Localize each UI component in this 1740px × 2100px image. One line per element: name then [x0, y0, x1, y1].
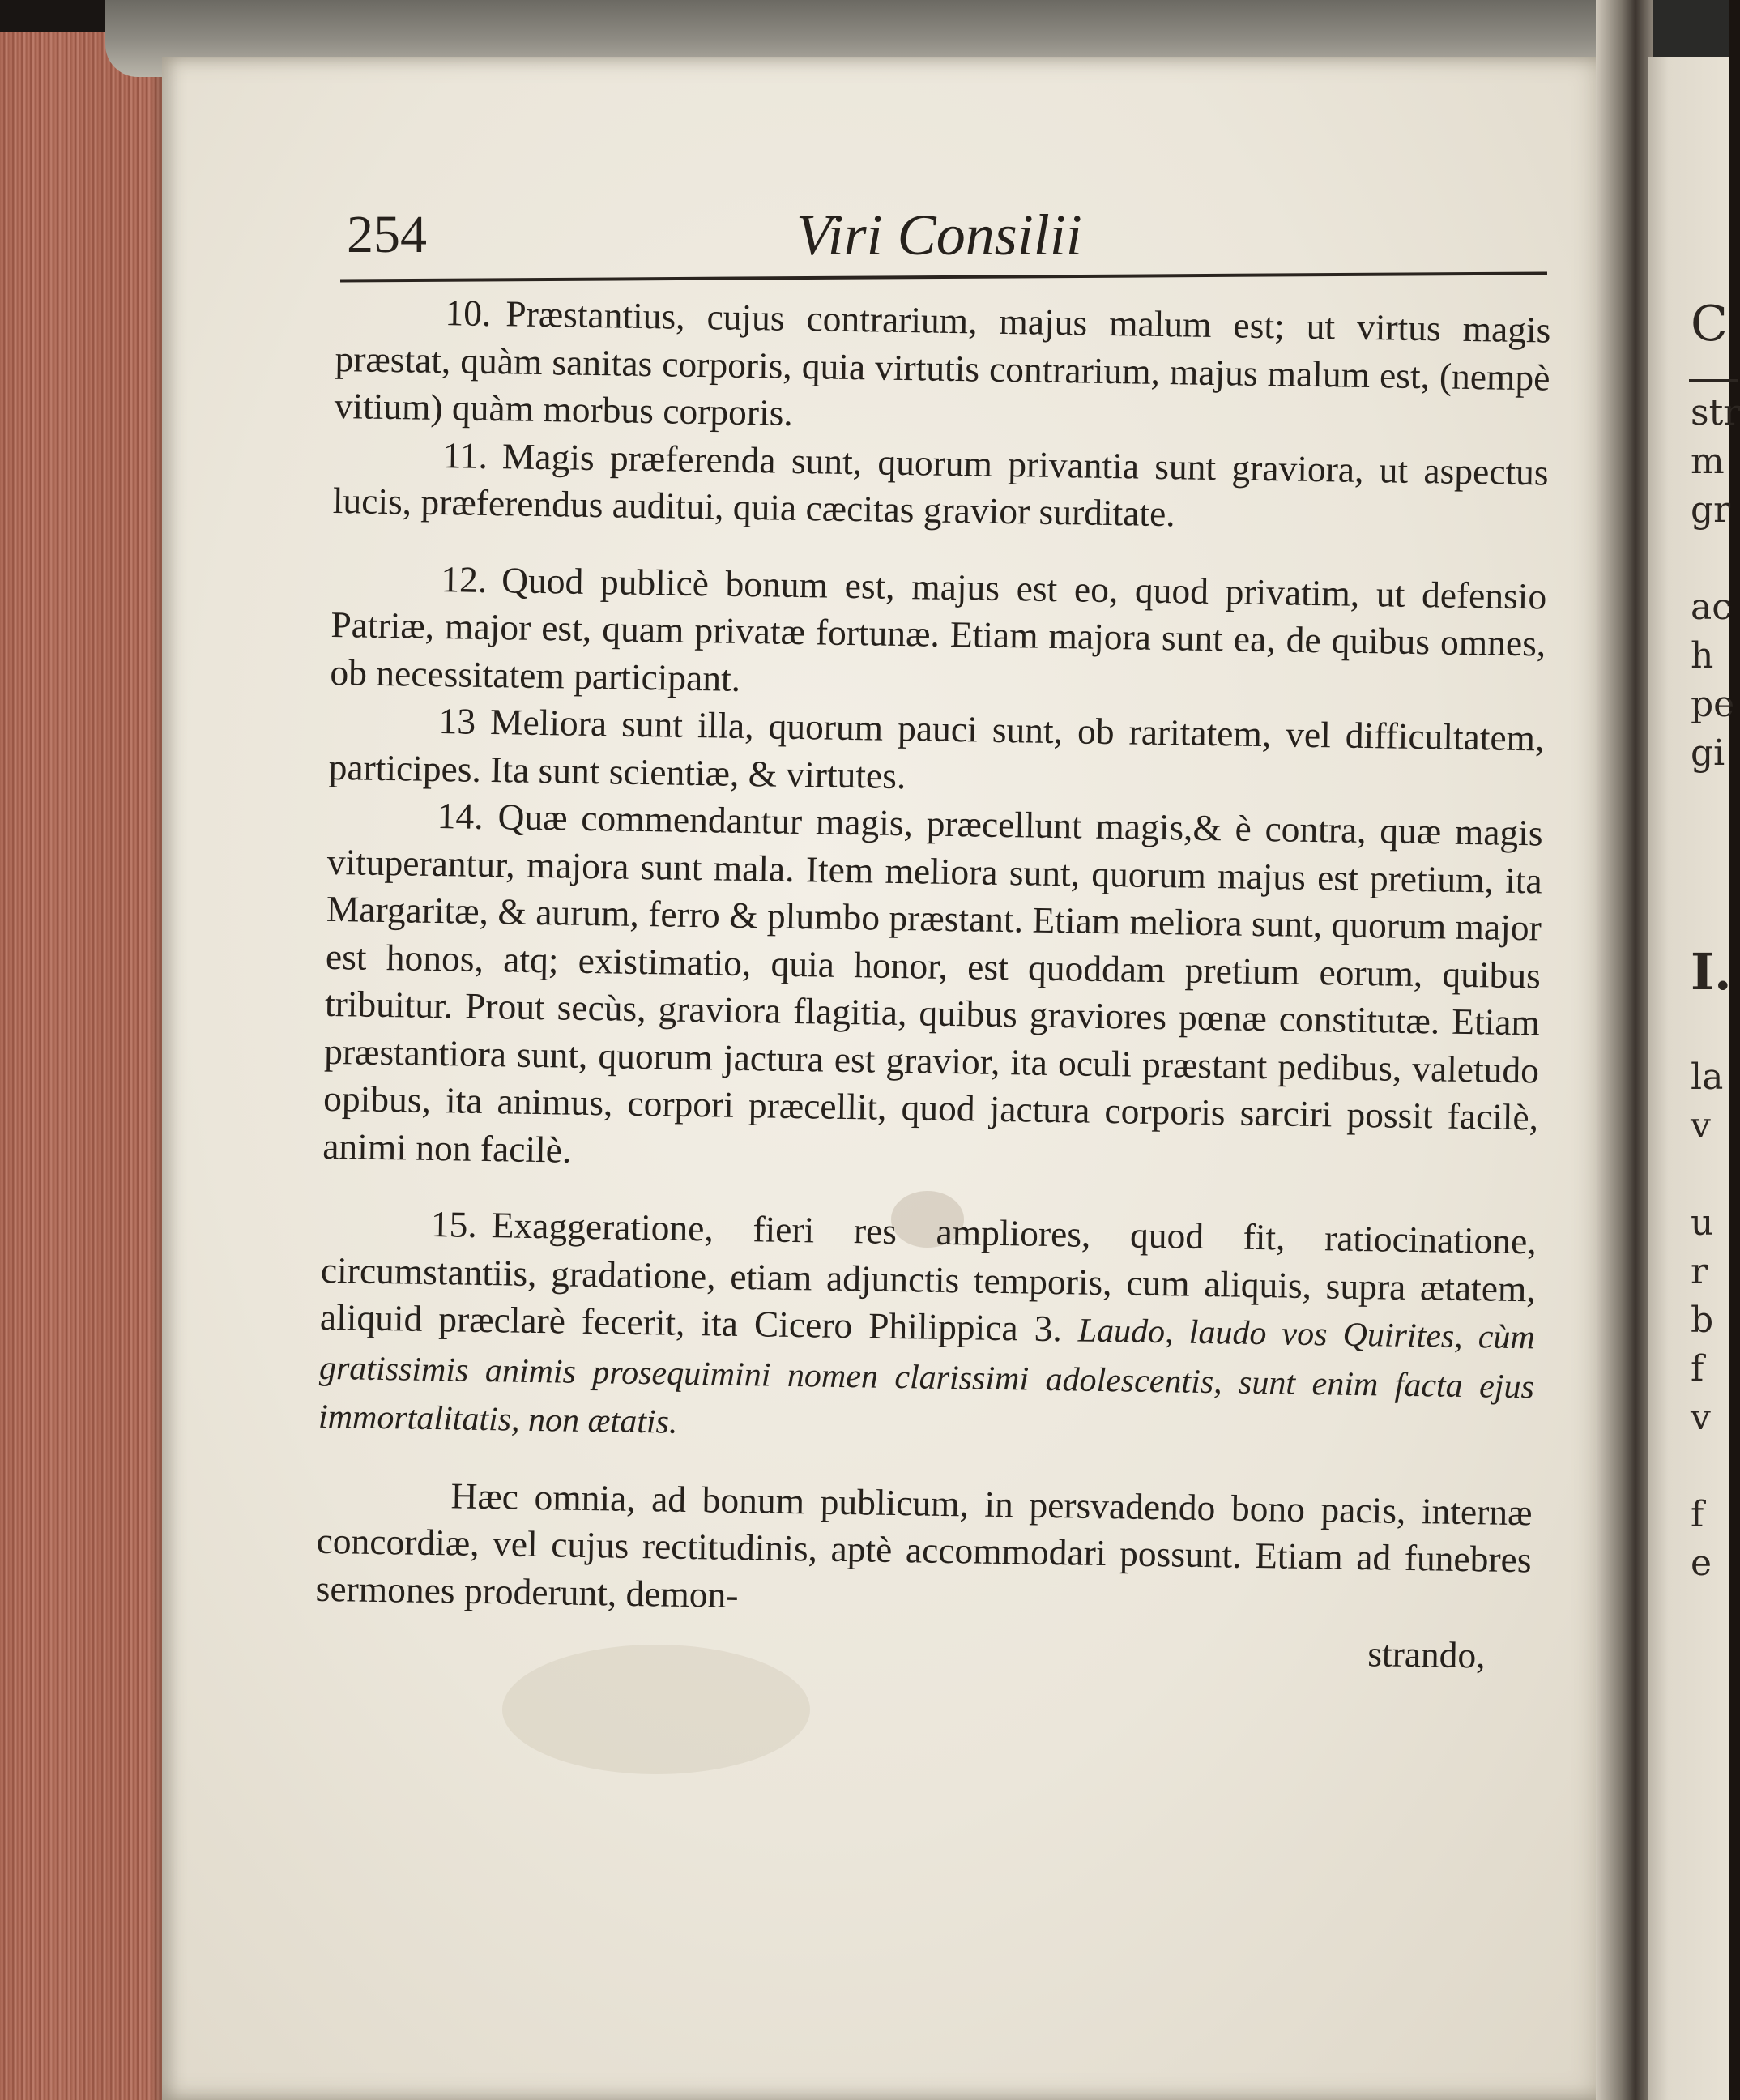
paragraph-text: Magis præferenda sunt, quorum privantia sunt graviora, ut aspectus lucis, præferendus auditui, quia cæcitas gravior surditate. — [332, 434, 1550, 535]
facing-page-text: I. — [1691, 942, 1732, 1001]
paragraph-number: 11. — [442, 433, 488, 476]
paragraph — [315, 1470, 1533, 1631]
paragraph — [322, 791, 1543, 1189]
facing-page-text: r — [1691, 1251, 1708, 1292]
gutter-shadow — [1596, 0, 1653, 2100]
paragraph — [334, 288, 1551, 449]
catchword: strando, — [1367, 1633, 1486, 1676]
facing-page-text: h — [1691, 635, 1714, 677]
facing-page-text: str — [1691, 392, 1740, 433]
page-edges — [0, 32, 174, 2100]
facing-page-text: u — [1691, 1202, 1714, 1244]
facing-page-text: v — [1691, 1397, 1711, 1438]
facing-page-text: b — [1691, 1300, 1714, 1341]
facing-page-text: f — [1691, 1348, 1704, 1389]
facing-page-text: C — [1691, 296, 1728, 352]
facing-page — [1648, 57, 1740, 2100]
paragraph-text: Quod publicè bonum est, majus est eo, quod privatim, ut defensio Patriæ, major est, quam privatæ fortunæ. Etiam majora sunt ea, de quibus omnes, ob necessitatem participant. — [330, 558, 1547, 699]
paragraph-text: Hæc omnia, ad bonum publicum, in persvadendo bono pacis, internæ concordiæ, vel cujus rectitudinis, aptè accommodari possunt. Etiam ad funebres sermones proderunt, demon- — [315, 1474, 1533, 1616]
facing-page-text: gr — [1691, 489, 1731, 531]
page-number: 254 — [347, 205, 427, 264]
paragraph — [328, 696, 1545, 810]
facing-page-text: ac — [1691, 587, 1732, 628]
running-head: Viri Consilii — [796, 203, 1082, 267]
facing-page-text: f — [1691, 1494, 1704, 1535]
paragraph-text: Præstantius, cujus contrarium, majus malum est; ut virtus magis præstat, quàm sanitas corporis, quia virtutis contrarium, majus malum est, (nempè vitium) quàm morbus corporis. — [334, 292, 1551, 433]
page-body — [314, 288, 1550, 1680]
paragraph-number: 12. — [440, 557, 488, 600]
facing-page-text: m — [1691, 441, 1725, 482]
page-header — [347, 203, 1521, 267]
facing-page-text: e — [1691, 1543, 1712, 1584]
facing-page-text: la — [1691, 1056, 1724, 1098]
paragraph-number: 13 — [438, 700, 476, 742]
facing-page-text: pe — [1691, 684, 1735, 725]
facing-page-rule — [1689, 379, 1738, 382]
paragraph-text: Exaggeratione, fieri res ampliores, quod fit, ratiocinatione, circumstantiis, gradatione, etiam adjunctis temporis, cum aliquis, supra ætatem, aliquid præclarè fecerit, ita Cicero Philippica 3. — [319, 1204, 1537, 1350]
paragraph-number: 10. — [445, 292, 492, 335]
paragraph — [318, 1199, 1537, 1460]
cicero-quote: Laudo, laudo vos Quirites, cùm gratissimis animis prosequimini nomen clarissimi adolescentis, sunt enim facta ejus immortalitatis, non ætatis. — [318, 1312, 1536, 1441]
facing-page-text: gi — [1691, 732, 1725, 774]
facing-page-text: v — [1691, 1105, 1711, 1146]
paragraph — [332, 429, 1549, 544]
paragraph-number: 15. — [430, 1202, 478, 1245]
paragraph-text: Quæ commendantur magis, præcellunt magis,& è contra, quæ magis vituperantur, majora sunt mala. Item meliora sunt, quorum majus est pretium, ita Margaritæ, & aurum, ferro & plumbo præstant. Etiam meliora sunt, quorum major est honos, atq; existimatio, quia honor, est quoddam pretium eorum, quibus tribuitur. Prout secùs, graviora flagitia, quibus graviores pœnæ constitutæ. Etiam præstantiora sunt, quorum jactura est gravior, ita oculi præstant pedibus, valetudo opibus, ita animus, corpori præcellit, quod jactura corporis sarciri possit facilè, animi non facilè. — [322, 796, 1544, 1171]
paragraph-number: 14. — [437, 795, 484, 837]
paragraph-text: Meliora sunt illa, quorum pauci sunt, ob raritatem, vel difficultatem, participes. Ita sunt scientiæ, & virtutes. — [328, 701, 1545, 796]
paragraph — [330, 553, 1547, 715]
